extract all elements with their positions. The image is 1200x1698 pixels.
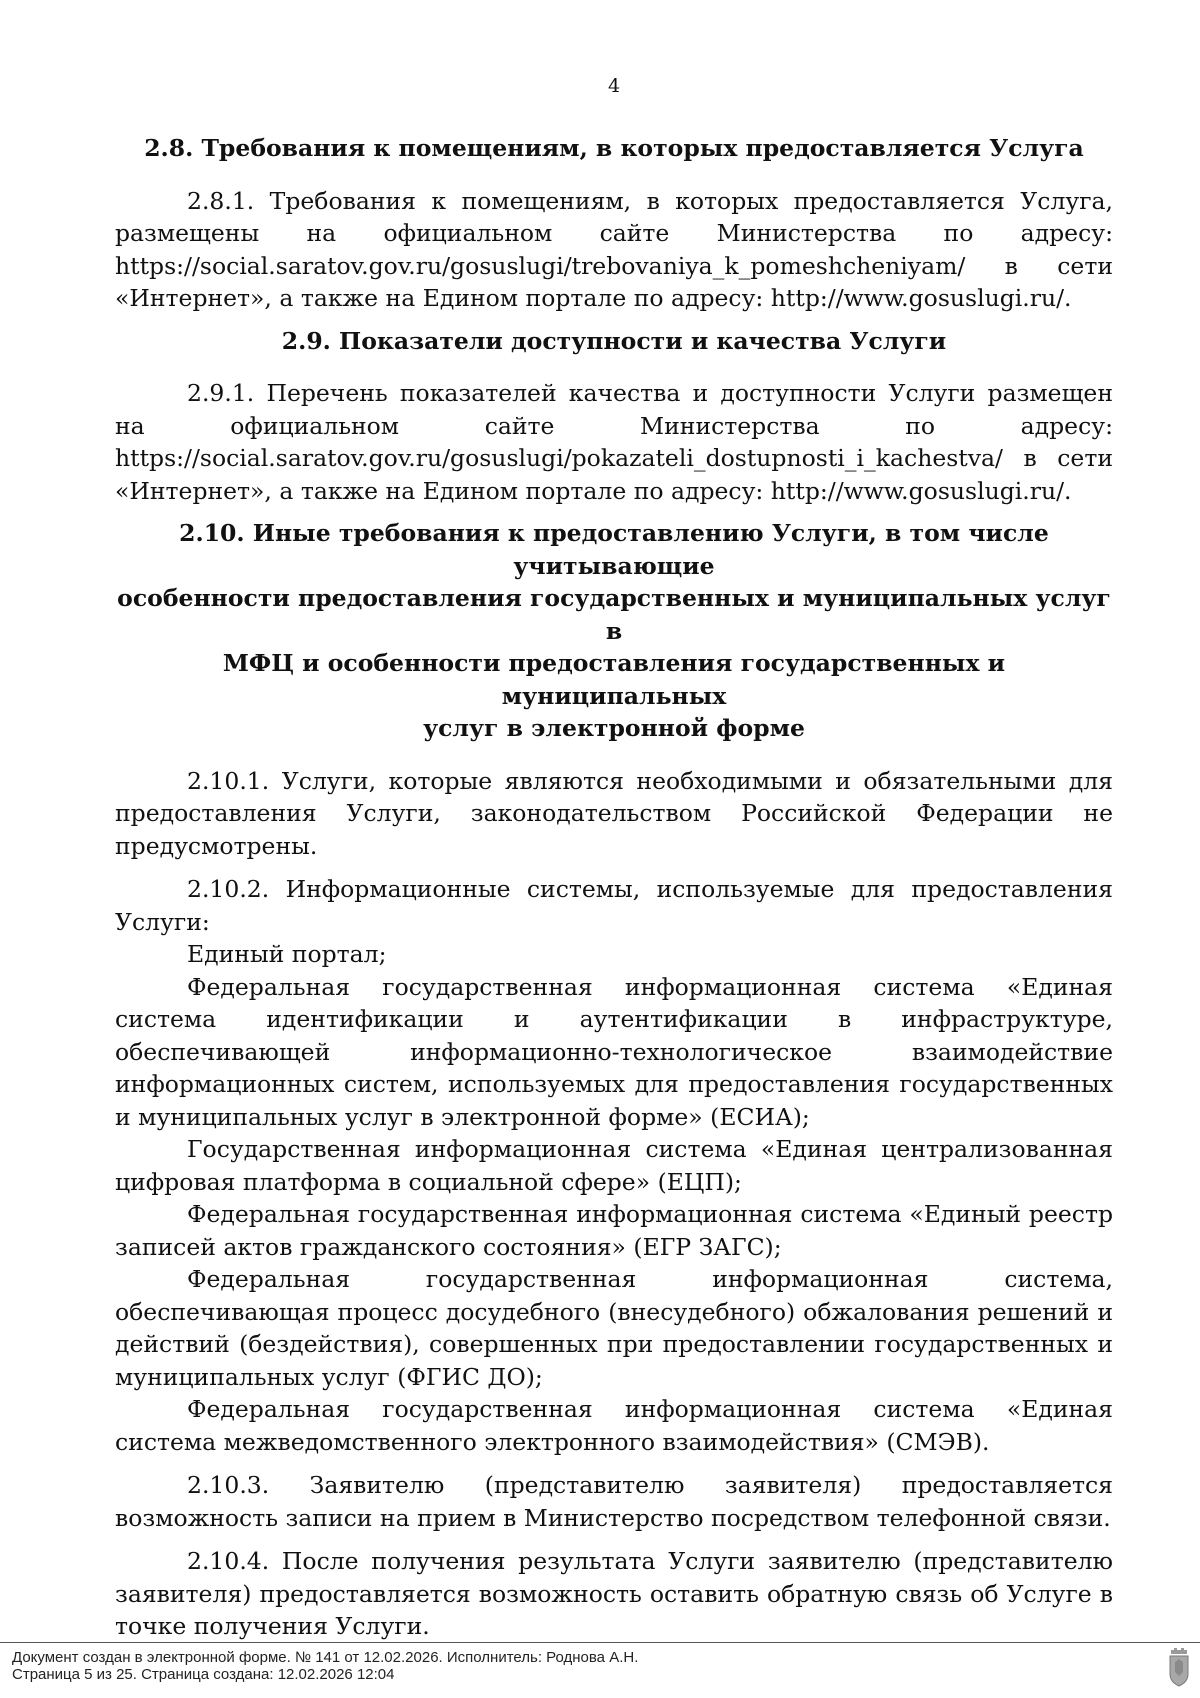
info-system-item: Федеральная государственная информационная система «Единая система межведомственного электронного взаимодействия» (СМЭВ). [115,1395,1113,1456]
section-heading-2-8: 2.8. Требования к помещениям, в которых предоставляется Услуга [144,134,1084,162]
footer-page-info: Страница 5 из 25. Страница создана: 12.02.2026 12:04 [12,1666,395,1683]
paragraph-2-10-3: 2.10.3. Заявителю (представителю заявителя) предоставляется возможность записи на прием в Министерство посредством телефонной связи. [115,1471,1113,1532]
document-body [115,132,1113,1643]
section-heading-2-10-line: услуг в электронной форме [423,714,805,742]
section-heading-2-10-line: особенности предоставления государственных и муниципальных услуг в [117,584,1111,645]
info-system-item: Федеральная государственная информационная система «Единый реестр записей актов гражданского состояния» (ЕГР ЗАГС); [115,1200,1113,1261]
info-system-item: Государственная информационная система «Единая централизованная цифровая платформа в социальной сфере» (ЕЦП); [115,1135,1113,1196]
section-heading-2-9: 2.9. Показатели доступности и качества Услуги [281,326,947,355]
page-number: 4 [607,75,621,97]
info-system-item: Федеральная государственная информационная система «Единая система идентификации и аутентификации в инфраструктуре, обеспечивающей информационно-технологическое взаимодействие информационных систем, используемых для предоставления государственных и муниципальных услуг в электронной форме» (ЕСИА); [115,972,1113,1131]
document-footer [0,1642,1200,1698]
coat-of-arms-icon [1168,1648,1190,1688]
paragraph-2-10-2: 2.10.2. Информационные системы, используемые для предоставления Услуги: [115,875,1113,936]
info-system-item: Единый портал; [187,940,387,968]
section-heading-2-10 [115,517,1113,745]
paragraph-2-10-1: 2.10.1. Услуги, которые являются необходимыми и обязательными для предоставления Услуги, законодательством Российской Федерации не предусмотрены. [115,766,1113,860]
paragraph-2-8-1: 2.8.1. Требования к помещениям, в которых предоставляется Услуга, размещены на официальном сайте Министерства по адресу: https://social.saratov.gov.ru/gosuslugi/trebovaniya_k_pomeshcheniyam/ в сети «Интернет», а также на Едином портале по адресу: http://www.gosuslugi.ru/. [115,186,1113,312]
paragraph-2-9-1: 2.9.1. Перечень показателей качества и доступности Услуги размещен на официальном сайте Министерства по адресу: https://social.saratov.gov.ru/gosuslugi/pokazateli_dostupnosti_i_kachestva/ в сети «Интернет», а также на Едином портале по адресу: http://www.gosuslugi.ru/. [115,379,1113,505]
info-system-item: Федеральная государственная информационная система, обеспечивающая процесс досудебного (внесудебного) обжалования решений и действий (бездействия), совершенных при предоставлении государственных и муниципальных услуг (ФГИС ДО); [115,1265,1113,1391]
paragraph-2-10-4: 2.10.4. После получения результата Услуги заявителю (представителю заявителя) предоставляется возможность оставить обратную связь об Услуге в точке получения Услуги. [115,1547,1113,1640]
footer-divider [0,1642,1200,1643]
footer-document-info: Документ создан в электронной форме. № 141 от 12.02.2026. Исполнитель: Роднова А.Н. [12,1649,639,1666]
section-heading-2-10-line: 2.10. Иные требования к предоставлению Услуги, в том числе учитывающие [179,519,1049,580]
section-heading-2-10-line: МФЦ и особенности предоставления государственных и муниципальных [222,649,1006,710]
